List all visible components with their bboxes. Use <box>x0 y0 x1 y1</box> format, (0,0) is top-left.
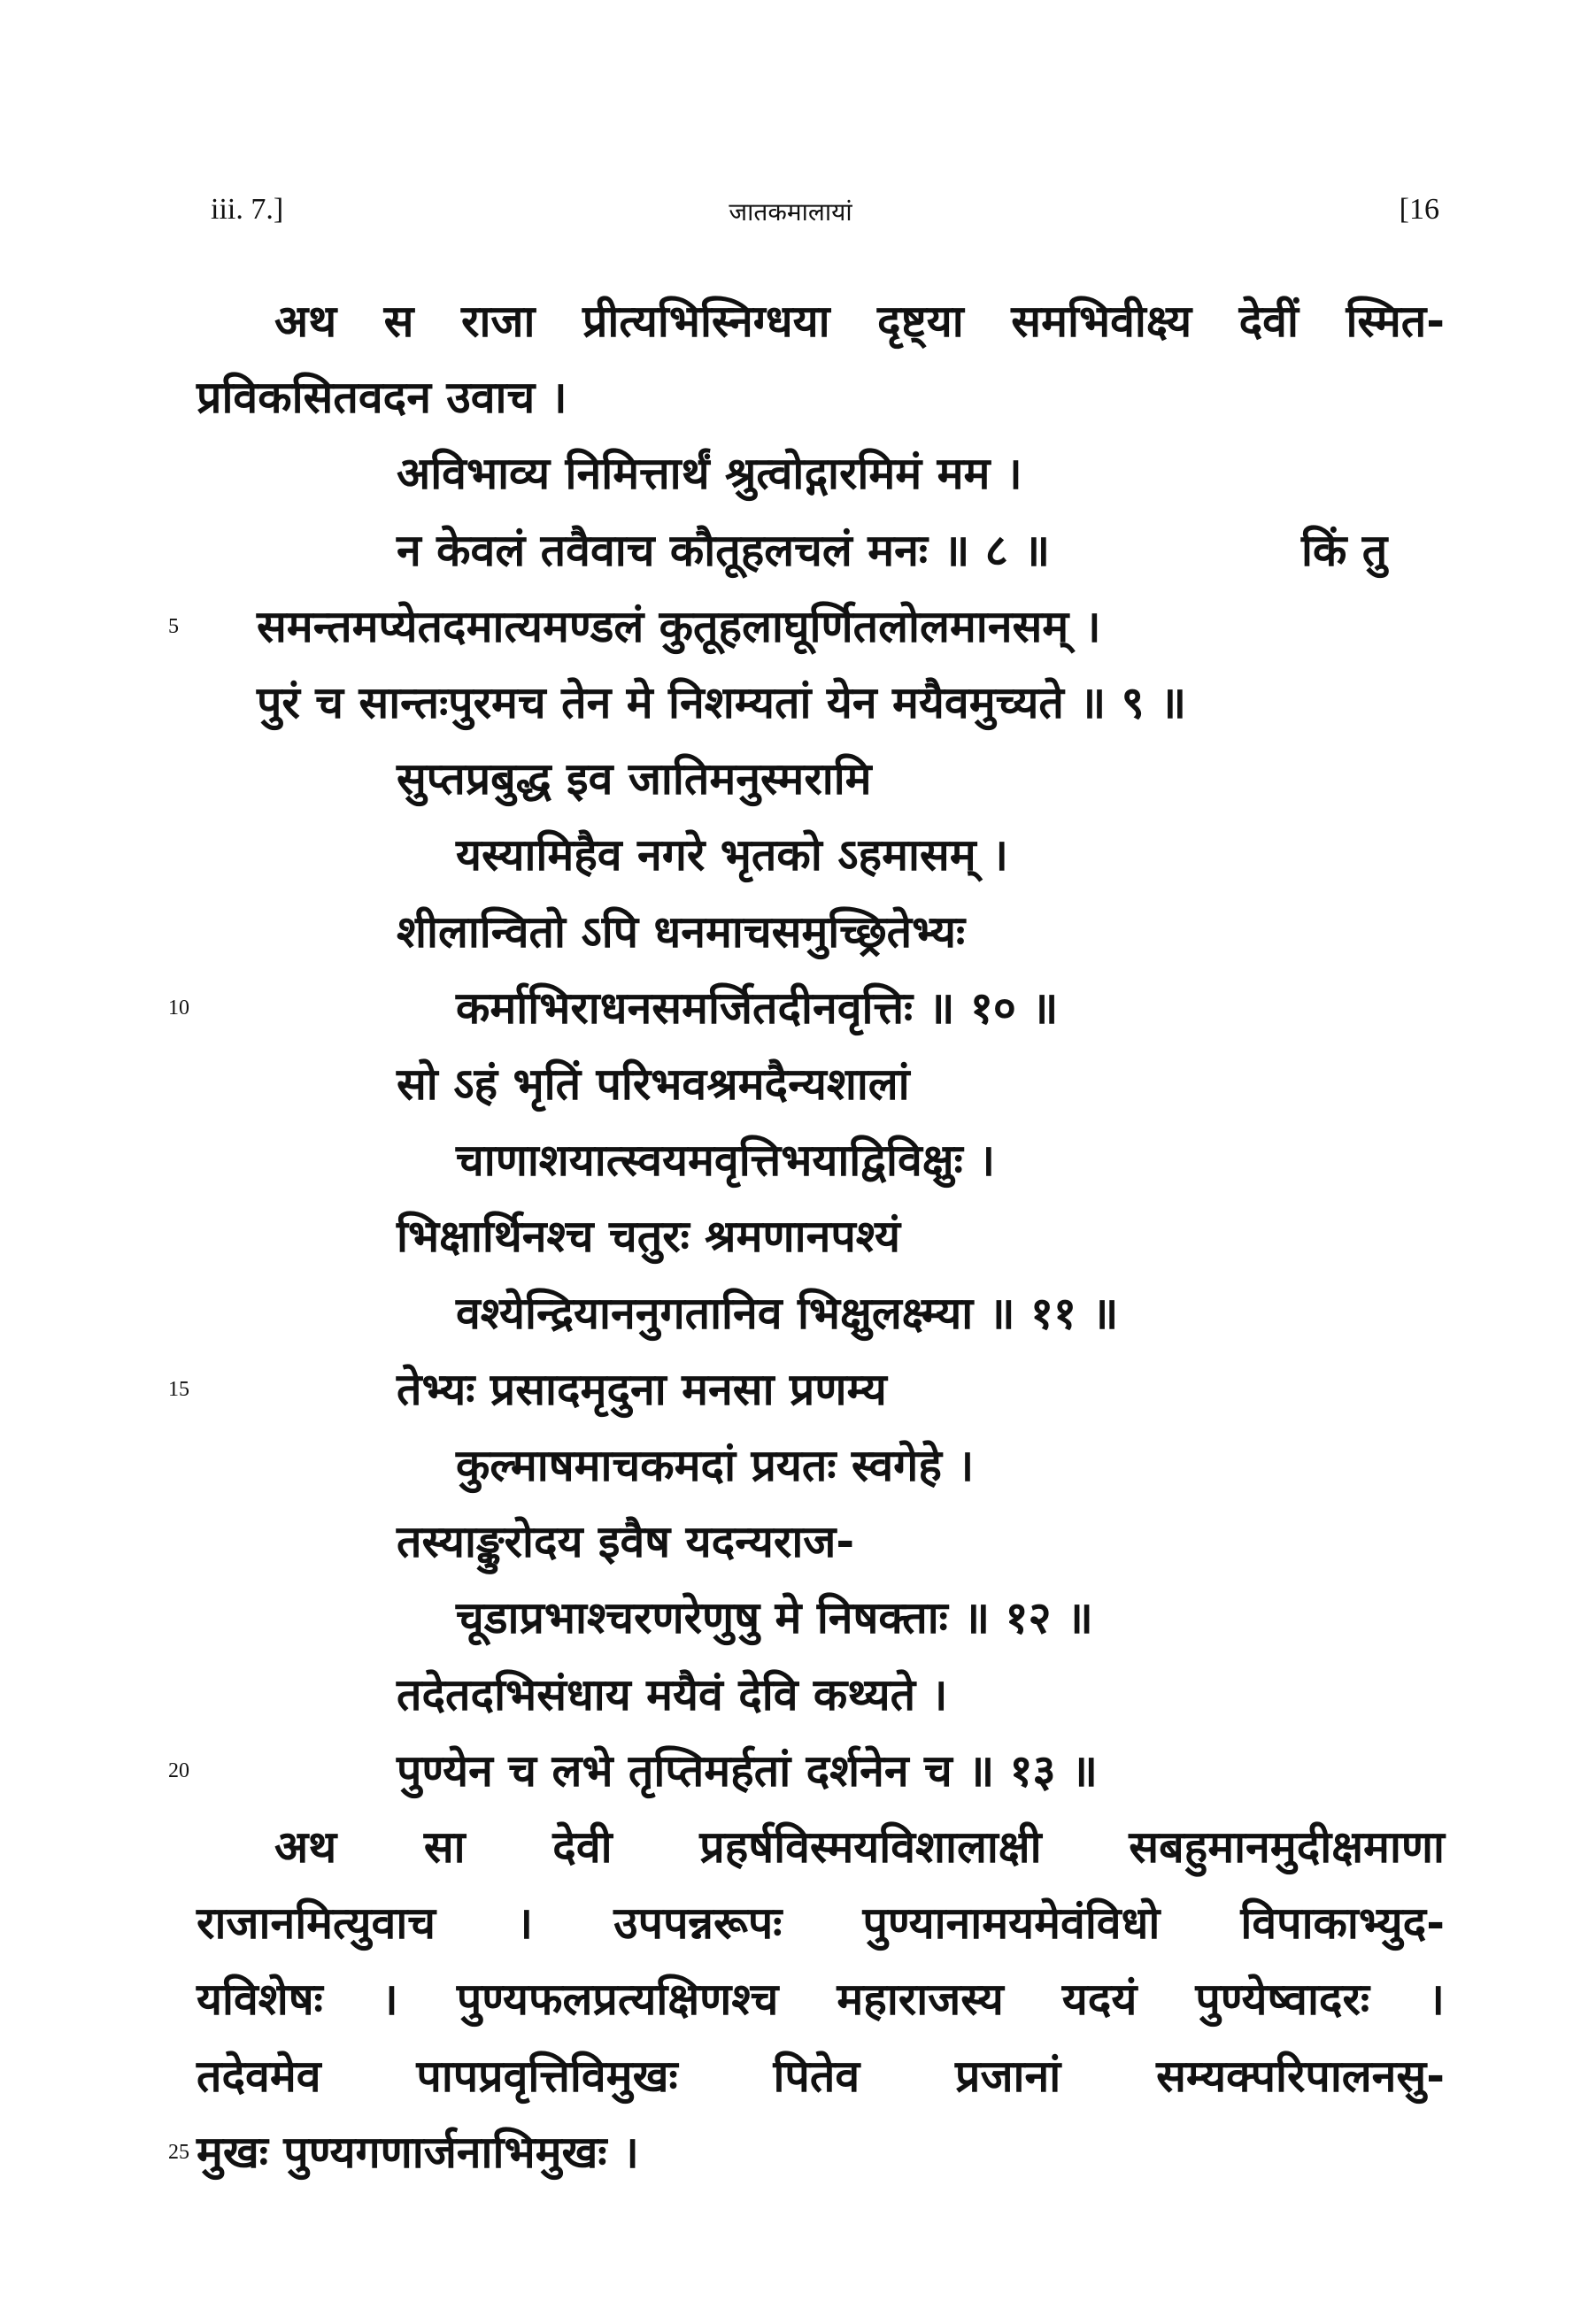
line-text: यविशेषः । पुण्यफलप्रत्यक्षिणश्च महाराजस्य यदयं पुण्येष्वादरः । <box>197 1974 1445 2026</box>
line-number: 20 <box>168 1758 189 1782</box>
text-line <box>0 1885 1581 1961</box>
text-line <box>0 894 1581 970</box>
line-text: राजानमित्युवाच । उपपन्नरूपः पुण्यानामयमेवंविधो विपाकाभ्युद- <box>197 1897 1445 1950</box>
page-number: [16 <box>1399 193 1439 226</box>
line-text: अविभाव्य निमित्तार्थं श्रुत्वोद्गारमिमं मम । <box>397 448 1022 500</box>
line-text: भिक्षार्थिनश्च चतुरः श्रमणानपश्यं <box>397 1211 900 1263</box>
line-number: 10 <box>168 996 189 1020</box>
text-line <box>0 1275 1581 1351</box>
line-number: 15 <box>168 1377 189 1401</box>
line-text: समन्तमप्येतदमात्यमण्डलं कुतूहलाघूर्णितलोलमानसम् । <box>257 600 1101 652</box>
text-line <box>0 1351 1581 1427</box>
text-line <box>0 359 1581 435</box>
line-text: यस्यामिहैव नगरे भृतको ऽहमासम् । <box>456 829 1008 881</box>
line-text: अथ सा देवी प्रहर्षविस्मयविशालाक्षी सबहुमानमुदीक्षमाणा <box>274 1821 1445 1873</box>
line-text: मुखः पुण्यगणार्जनाभिमुखः । <box>197 2126 639 2178</box>
line-text: प्रविकसितवदन उवाच । <box>197 372 567 424</box>
text-line <box>0 283 1581 359</box>
running-title: जातकमालायां <box>729 197 852 227</box>
text-line <box>0 1122 1581 1198</box>
text-line <box>0 665 1581 741</box>
line-text: सुप्तप्रबुद्ध इव जातिमनुस्मरामि <box>397 753 872 805</box>
text-line <box>0 1046 1581 1122</box>
line-text: वश्येन्द्रियाननुगतानिव भिक्षुलक्ष्म्या ॥ ११ ॥ <box>456 1287 1119 1339</box>
text-line <box>0 512 1581 589</box>
running-header <box>0 193 1581 237</box>
line-text: शीलान्वितो ऽपि धनमाचसमुच्छ्रितेभ्यः <box>397 905 966 958</box>
line-text: तस्याङ्कुरोदय इवैष यदन्यराज- <box>397 1516 855 1568</box>
line-text: पुण्येन च लभे तृप्तिमर्हतां दर्शनेन च ॥ १३ ॥ <box>397 1744 1098 1797</box>
text-line <box>0 1733 1581 1809</box>
text-line <box>0 2114 1581 2190</box>
line-text: कर्माभिराधनसमर्जितदीनवृत्तिः ॥ १० ॥ <box>456 981 1059 1034</box>
text-line <box>0 1657 1581 1733</box>
text-line <box>0 1198 1581 1274</box>
text-line <box>0 2038 1581 2114</box>
text-line <box>0 589 1581 665</box>
text-line <box>0 970 1581 1046</box>
line-continuation: किं तु <box>1301 524 1388 576</box>
line-text: चाणाशयात्स्वयमवृत्तिभयाद्विविक्षुः । <box>456 1135 996 1187</box>
text-line <box>0 1504 1581 1580</box>
text-line <box>0 435 1581 512</box>
text-line <box>0 1809 1581 1885</box>
text-line <box>0 817 1581 893</box>
line-number: 25 <box>168 2140 189 2164</box>
line-number: 5 <box>168 614 179 638</box>
line-text: तदेतदभिसंधाय मयैवं देवि कथ्यते । <box>397 1668 948 1720</box>
line-text: तदेवमेव पापप्रवृत्तिविमुखः पितेव प्रजानां सम्यक्परिपालनसु- <box>197 2050 1445 2102</box>
line-text: न केवलं तवैवाच कौतूहलचलं मनः ॥ ८ ॥ <box>397 524 1051 576</box>
line-text: अथ स राजा प्रीत्यभिस्निग्धया दृष्ट्या समभिवीक्ष्य देवीं स्मित- <box>274 296 1445 347</box>
line-text: तेभ्यः प्रसादमृदुना मनसा प्रणम्य <box>397 1363 887 1415</box>
text-line <box>0 1580 1581 1656</box>
line-text: चूडाप्रभाश्चरणरेणुषु मे निषक्ताः ॥ १२ ॥ <box>456 1592 1093 1644</box>
line-text: पुरं च सान्तःपुरमच तेन मे निशम्यतां येन मयैवमुच्यते ॥ ९ ॥ <box>257 677 1187 728</box>
line-text: सो ऽहं भृतिं परिभवश्रमदैन्यशालां <box>397 1058 910 1110</box>
chapter-reference: iii. 7.] <box>211 193 284 226</box>
text-line <box>0 741 1581 817</box>
text-line <box>0 1961 1581 2037</box>
line-text: कुल्माषमाचकमदां प्रयतः स्वगेहे । <box>456 1440 975 1491</box>
text-line <box>0 1427 1581 1504</box>
